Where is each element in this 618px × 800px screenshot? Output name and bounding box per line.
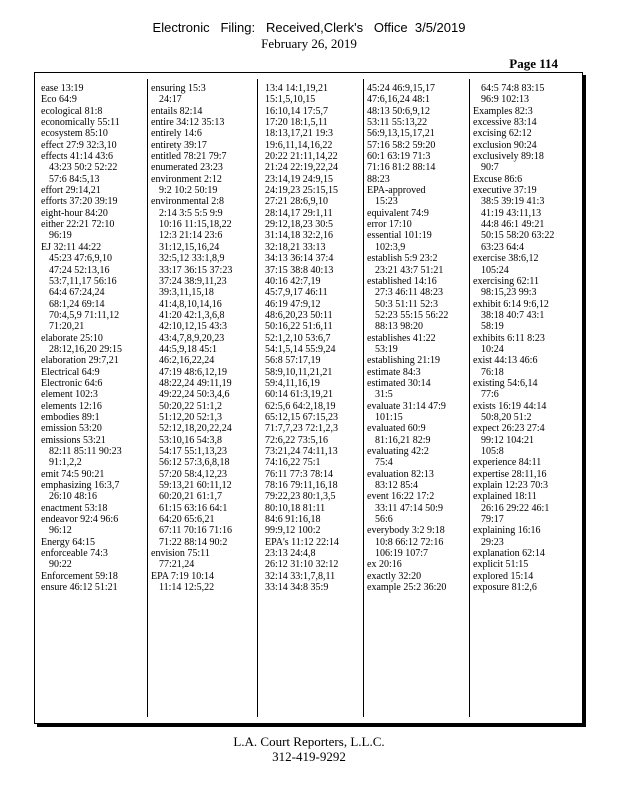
index-entry: 43:4,7,8,9,20,23 (159, 332, 225, 344)
index-entry: effect 27:9 32:3,10 (41, 139, 117, 151)
word-index-box (34, 72, 583, 724)
index-entry: 90:7 (481, 162, 499, 174)
index-entry: element 102:3 (41, 389, 98, 401)
index-entry: everybody 3:2 9:18 (367, 525, 445, 537)
index-entry: 11:14 12:5,22 (159, 582, 215, 594)
index-entry: ecological 81:8 (41, 105, 103, 117)
index-entry: explanation 62:14 (473, 548, 545, 560)
index-entry: Eco 64:9 (41, 94, 77, 106)
index-entry: enforceable 74:3 (41, 548, 108, 560)
index-entry: 24:19,23 25:15,15 (265, 185, 339, 197)
index-entry: 10:24 (481, 343, 504, 355)
index-entry: 60:14 61:3,19,21 (265, 389, 334, 401)
index-entry: 33:11 47:14 50:9 (375, 502, 443, 514)
index-entry: exhibits 6:11 8:23 (473, 332, 545, 344)
index-entry: 105:24 (481, 264, 509, 276)
index-entry: 34:13 36:14 37:4 (265, 253, 334, 265)
index-entry: 26:12 31:10 32:12 (265, 559, 339, 571)
index-entry: 31:12,15,16,24 (159, 241, 220, 253)
index-entry: 28:14,17 29:1,11 (265, 207, 333, 219)
index-entry: 96:9 102:13 (481, 94, 530, 106)
index-entry: 53:10,16 54:3,8 (159, 434, 223, 446)
index-entry: 48:6,20,23 50:11 (265, 309, 333, 321)
index-entry: 32:14 33:1,7,8,11 (265, 570, 336, 582)
index-entry: ensure 46:12 51:21 (41, 582, 118, 594)
index-entry: 52:1,2,10 53:6,7 (265, 332, 331, 344)
index-entry: 27:21 28:6,9,10 (265, 196, 329, 208)
index-column-3 (265, 83, 367, 593)
index-entry: 75:4 (375, 457, 393, 469)
index-entry: 74:16,22 75:1 (265, 457, 321, 469)
index-entry: executive 37:19 (473, 185, 537, 197)
index-entry: evaluated 60:9 (367, 423, 426, 435)
index-entry: 26:10 48:16 (49, 491, 98, 503)
index-entry: evaluate 31:14 47:9 (367, 400, 446, 412)
index-entry: 19:6,11,14,16,22 (265, 139, 333, 151)
index-entry: 65:12,15 67:15,23 (265, 411, 339, 423)
index-entry: 51:12,20 52:1,3 (159, 411, 223, 423)
index-entry: 27:3 46:11 48:23 (375, 287, 443, 299)
index-entry: 44:5,9,18 45:1 (159, 343, 218, 355)
index-entry: evaluation 82:13 (367, 468, 434, 480)
index-entry: essential 101:19 (367, 230, 432, 242)
index-entry: 56:6 (375, 514, 393, 526)
reporter-phone: 312-419-9292 (272, 749, 346, 764)
index-entry: exist 44:13 46:6 (473, 355, 538, 367)
index-entry: 71:20,21 (49, 321, 85, 333)
index-entry: 29:12,18,23 30:5 (265, 219, 334, 231)
index-entry: 73:21,24 74:11,13 (265, 446, 338, 457)
index-entry: enactment 53:18 (41, 502, 108, 514)
index-entry: explaining 16:16 (473, 525, 541, 537)
index-entry: 10:8 66:12 72:16 (375, 536, 444, 548)
index-entry: 96:19 (49, 230, 72, 242)
index-entry: exclusion 90:24 (473, 139, 537, 151)
index-entry: 47:6,16,24 48:1 (367, 94, 431, 106)
index-entry: 12:3 21:14 23:6 (159, 230, 223, 242)
index-entry: 33:17 36:15 37:23 (159, 264, 233, 276)
index-entry: 53:19 (375, 343, 398, 355)
index-entry: either 22:21 72:10 (41, 219, 115, 231)
index-entry: 64:4 67:24,24 (49, 287, 105, 299)
index-entry: explain 12:23 70:3 (473, 480, 548, 492)
index-entry: 80:10,18 81:11 (265, 502, 326, 514)
index-entry: Electronic 64:6 (41, 377, 103, 389)
index-entry: elements 12:16 (41, 400, 102, 412)
index-entry: effort 29:14,21 (41, 185, 101, 197)
index-entry: 15:23 (375, 196, 398, 208)
index-entry: 59:4,11,16,19 (265, 377, 320, 389)
index-entry: exposure 81:2,6 (473, 582, 537, 594)
index-entry: 28:12,16,20 29:15 (49, 343, 123, 355)
index-entry: expertise 28:11,16 (473, 468, 547, 480)
index-entry: 43:23 50:2 52:22 (49, 162, 118, 174)
index-entry: 83:12 85:4 (375, 480, 419, 492)
index-entry: 77:21,24 (159, 559, 195, 571)
index-entry: 29:23 (481, 536, 504, 548)
index-entry: envision 75:11 (151, 548, 210, 560)
index-entry: explored 15:14 (473, 570, 534, 582)
index-entry: entirety 39:17 (151, 139, 207, 151)
index-entry: 53:11 55:13,22 (367, 117, 428, 129)
index-entry: 105:8 (481, 446, 504, 457)
index-entry: 81:16,21 82:9 (375, 434, 431, 446)
index-entry: 33:14 34:8 35:9 (265, 582, 329, 594)
index-entry: emission 53:20 (41, 423, 102, 435)
index-column-4 (367, 83, 469, 593)
index-entry: 37:24 38:9,11,23 (159, 275, 227, 287)
index-entry: 47:24 52:13,16 (49, 264, 110, 276)
index-entry: 15:1,5,10,15 (265, 94, 316, 106)
index-entry: explained 18:11 (473, 491, 537, 503)
index-entry: 57:6 84:5,13 (49, 173, 100, 185)
index-entry: ecosystem 85:10 (41, 128, 108, 140)
index-entry: 24:17 (159, 94, 182, 106)
index-entry: 99:12 104:21 (481, 434, 535, 446)
index-entry: 23:14,19 24:9,15 (265, 173, 334, 185)
index-entry: 40:16 42:7,19 (265, 275, 321, 287)
index-entry: 49:22,24 50:3,4,6 (159, 389, 230, 401)
index-entry: 79:22,23 80:1,3,5 (265, 491, 336, 503)
index-entry: 79:17 (481, 514, 504, 526)
index-entry: economically 55:11 (41, 117, 120, 129)
index-entry: EJ 32:11 44:22 (41, 241, 102, 253)
index-entry: 98:15,23 99:3 (481, 287, 537, 299)
index-entry: ensuring 15:3 (151, 83, 206, 94)
index-entry: 60:1 63:19 71:3 (367, 151, 431, 163)
index-entry: 32:18,21 33:13 (265, 241, 326, 253)
index-entry: 39:3,11,15,18 (159, 287, 214, 299)
index-entry: 48:13 50:6,9,12 (367, 105, 431, 117)
index-entry: entirely 14:6 (151, 128, 202, 140)
index-entry: enumerated 23:23 (151, 162, 223, 174)
index-entry: 76:11 77:3 78:14 (265, 468, 333, 480)
index-column-5 (473, 83, 575, 593)
index-entry: establish 5:9 23:2 (367, 253, 438, 265)
index-entry: 45:24 46:9,15,17 (367, 83, 436, 94)
index-entry: elaboration 29:7,21 (41, 355, 119, 367)
index-entry: 46:19 47:9,12 (265, 298, 321, 310)
index-entry: 20:22 21:11,14,22 (265, 151, 338, 163)
index-entry: 46:2,16,22,24 (159, 355, 215, 367)
index-entry: 88:23 (367, 173, 390, 185)
index-entry: exists 16:19 44:14 (473, 400, 547, 412)
index-entry: exhibit 6:14 9:6,12 (473, 298, 549, 310)
index-entry: 45:7,9,17 46:11 (265, 287, 328, 299)
index-entry: 61:15 63:16 64:1 (159, 502, 228, 514)
index-entry: Excuse 86:6 (473, 173, 523, 185)
column-divider (469, 79, 470, 717)
index-entry: 31:14,18 32:2,16 (265, 230, 334, 242)
index-entry: established 14:16 (367, 275, 437, 287)
index-entry: evaluating 42:2 (367, 446, 429, 457)
index-entry: 71:22 88:14 90:2 (159, 536, 228, 548)
index-entry: 31:5 (375, 389, 393, 401)
index-entry: 9:2 10:2 50:19 (159, 185, 218, 197)
index-entry: excising 62:12 (473, 128, 532, 140)
index-entry: EPA's 11:12 22:14 (265, 536, 339, 548)
index-entry: 96:12 (49, 525, 72, 537)
index-entry: environmental 2:8 (151, 196, 225, 208)
index-entry: exclusively 89:18 (473, 151, 544, 163)
index-entry: 37:15 38:8 40:13 (265, 264, 334, 276)
index-entry: embodies 89:1 (41, 411, 100, 423)
index-entry: expect 26:23 27:4 (473, 423, 545, 435)
index-entry: entire 34:12 35:13 (151, 117, 225, 129)
index-entry: 101:15 (375, 411, 403, 423)
index-entry: 23:21 43:7 51:21 (375, 264, 444, 276)
index-entry: 71:16 81:2 88:14 (367, 162, 436, 174)
index-entry: 76:18 (481, 366, 504, 378)
index-entry: efforts 37:20 39:19 (41, 196, 118, 208)
index-entry: 57:16 58:2 59:20 (367, 139, 436, 151)
index-entry: 38:18 40:7 43:1 (481, 309, 545, 321)
index-entry: 64:20 65:6,21 (159, 514, 215, 526)
index-entry: entitled 78:21 79:7 (151, 151, 227, 163)
index-entry: emit 74:5 90:21 (41, 468, 105, 480)
index-entry: Enforcement 59:18 (41, 570, 118, 582)
index-entry: 2:14 3:5 5:5 9:9 (159, 207, 223, 219)
index-entry: elaborate 25:10 (41, 332, 103, 344)
index-entry: endeavor 92:4 96:6 (41, 514, 119, 526)
index-entry: 50:16,22 51:6,11 (265, 321, 333, 333)
column-divider (147, 79, 148, 717)
index-column-2 (151, 83, 253, 593)
index-entry: 91:1,2,2 (49, 457, 82, 469)
page-number: Page 114 (509, 56, 558, 71)
index-entry: emphasizing 16:3,7 (41, 480, 120, 492)
index-entry: 16:10,14 17:5,7 (265, 105, 329, 117)
index-entry: emissions 53:21 (41, 434, 106, 446)
index-entry: 56:9,13,15,17,21 (367, 128, 435, 140)
index-entry: 21:24 22:19,22,24 (265, 162, 339, 174)
index-entry: 10:16 11:15,18,22 (159, 219, 232, 231)
index-entry: 17:20 18:1,5,11 (265, 117, 328, 129)
index-entry: 45:23 47:6,9,10 (49, 253, 113, 265)
index-entry: 64:5 74:8 83:15 (481, 83, 545, 94)
index-entry: 41:19 43:11,13 (481, 207, 542, 219)
filing-date: February 26, 2019 (261, 36, 357, 51)
index-entry: 63:23 64:4 (481, 241, 525, 253)
index-entry: estimate 84:3 (367, 366, 421, 378)
index-entry: Electrical 64:9 (41, 366, 100, 378)
index-entry: 50:20,22 51:1,2 (159, 400, 223, 412)
filing-stamp-line: Electronic Filing: Received,Clerk's Office 3/5/2019 (152, 20, 466, 35)
index-entry: 99:9,12 100:2 (265, 525, 321, 537)
index-entry: 70:4,5,9 71:11,12 (49, 309, 120, 321)
index-entry: error 17:10 (367, 219, 412, 231)
index-entry: 26:16 29:22 46:1 (481, 502, 550, 514)
index-entry: 58:19 (481, 321, 504, 333)
index-entry: EPA 7:19 10:14 (151, 570, 214, 582)
index-entry: 102:3,9 (375, 241, 406, 253)
index-entry: ex 20:16 (367, 559, 402, 571)
index-entry: 41:4,8,10,14,16 (159, 298, 222, 310)
index-entry: 50:3 51:11 52:3 (375, 298, 438, 310)
index-entry: Examples 82:3 (473, 105, 533, 117)
index-entry: establishes 41:22 (367, 332, 436, 344)
index-entry: 41:20 42:1,3,6,8 (159, 309, 225, 321)
index-entry: 67:11 70:16 71:16 (159, 525, 232, 537)
index-entry: 57:20 58:4,12,23 (159, 468, 228, 480)
index-entry: 44:8 46:1 49:21 (481, 219, 545, 231)
index-entry: exercise 38:6,12 (473, 253, 539, 265)
index-entry: establishing 21:19 (367, 355, 441, 367)
reporter-company: L.A. Court Reporters, L.L.C. (233, 734, 385, 749)
index-entry: existing 54:6,14 (473, 377, 538, 389)
index-entry: 52:23 55:15 56:22 (375, 309, 449, 321)
index-entry: equivalent 74:9 (367, 207, 429, 219)
index-entry: 58:9,10,11,21,21 (265, 366, 333, 378)
column-divider (363, 79, 364, 717)
index-entry: exercising 62:11 (473, 275, 540, 287)
index-entry: 23:13 24:4,8 (265, 548, 316, 560)
index-entry: 90:22 (49, 559, 72, 571)
index-entry: 77:6 (481, 389, 499, 401)
index-entry: 53:7,11,17 56:16 (49, 275, 117, 287)
index-entry: event 16:22 17:2 (367, 491, 435, 503)
index-entry: experience 84:11 (473, 457, 542, 469)
index-entry: 50:15 58:20 63:22 (481, 230, 555, 242)
index-entry: 71:7,7,23 72:1,2,3 (265, 423, 339, 435)
index-entry: 106:19 107:7 (375, 548, 429, 560)
index-entry: 56:12 57:3,6,8,18 (159, 457, 230, 469)
index-entry: 54:17 55:1,13,23 (159, 446, 228, 457)
index-entry: EPA-approved (367, 185, 426, 197)
index-entry: 13:4 14:1,19,21 (265, 83, 329, 94)
index-entry: explicit 51:15 (473, 559, 529, 571)
index-entry: 47:19 48:6,12,19 (159, 366, 228, 378)
index-entry: eight-hour 84:20 (41, 207, 108, 219)
index-entry: 60:20,21 61:1,7 (159, 491, 223, 503)
index-entry: 84:6 91:16,18 (265, 514, 321, 526)
index-entry: 62:5,6 64:2,18,19 (265, 400, 336, 412)
index-entry: 56:8 57:17,19 (265, 355, 321, 367)
index-entry: entails 82:14 (151, 105, 203, 117)
index-entry: 42:10,12,15 43:3 (159, 321, 228, 333)
index-entry: 72:6,22 73:5,16 (265, 434, 329, 446)
index-entry: 88:13 98:20 (375, 321, 424, 333)
index-entry: environment 2:12 (151, 173, 222, 185)
index-entry: 68:1,24 69:14 (49, 298, 105, 310)
index-entry: estimated 30:14 (367, 377, 431, 389)
index-entry: excessive 83:14 (473, 117, 537, 129)
index-entry: 54:1,5,14 55:9,24 (265, 343, 336, 355)
index-entry: ease 13:19 (41, 83, 84, 94)
index-entry: Energy 64:15 (41, 536, 95, 548)
index-column-1 (41, 83, 143, 593)
index-entry: 52:12,18,20,22,24 (159, 423, 232, 435)
index-entry: 78:16 79:11,16,18 (265, 480, 338, 492)
index-entry: 82:11 85:11 90:23 (49, 446, 122, 457)
index-entry: exactly 32:20 (367, 570, 422, 582)
index-entry: effects 41:14 43:6 (41, 151, 114, 163)
index-entry: 38:5 39:19 41:3 (481, 196, 545, 208)
index-entry: example 25:2 36:20 (367, 582, 447, 594)
index-entry: 50:8,20 51:2 (481, 411, 532, 423)
index-entry: 32:5,12 33:1,8,9 (159, 253, 225, 265)
index-entry: 48:22,24 49:11,19 (159, 377, 232, 389)
column-divider (257, 79, 258, 717)
index-entry: 59:13,21 60:11,12 (159, 480, 232, 492)
index-entry: 18:13,17,21 19:3 (265, 128, 334, 140)
